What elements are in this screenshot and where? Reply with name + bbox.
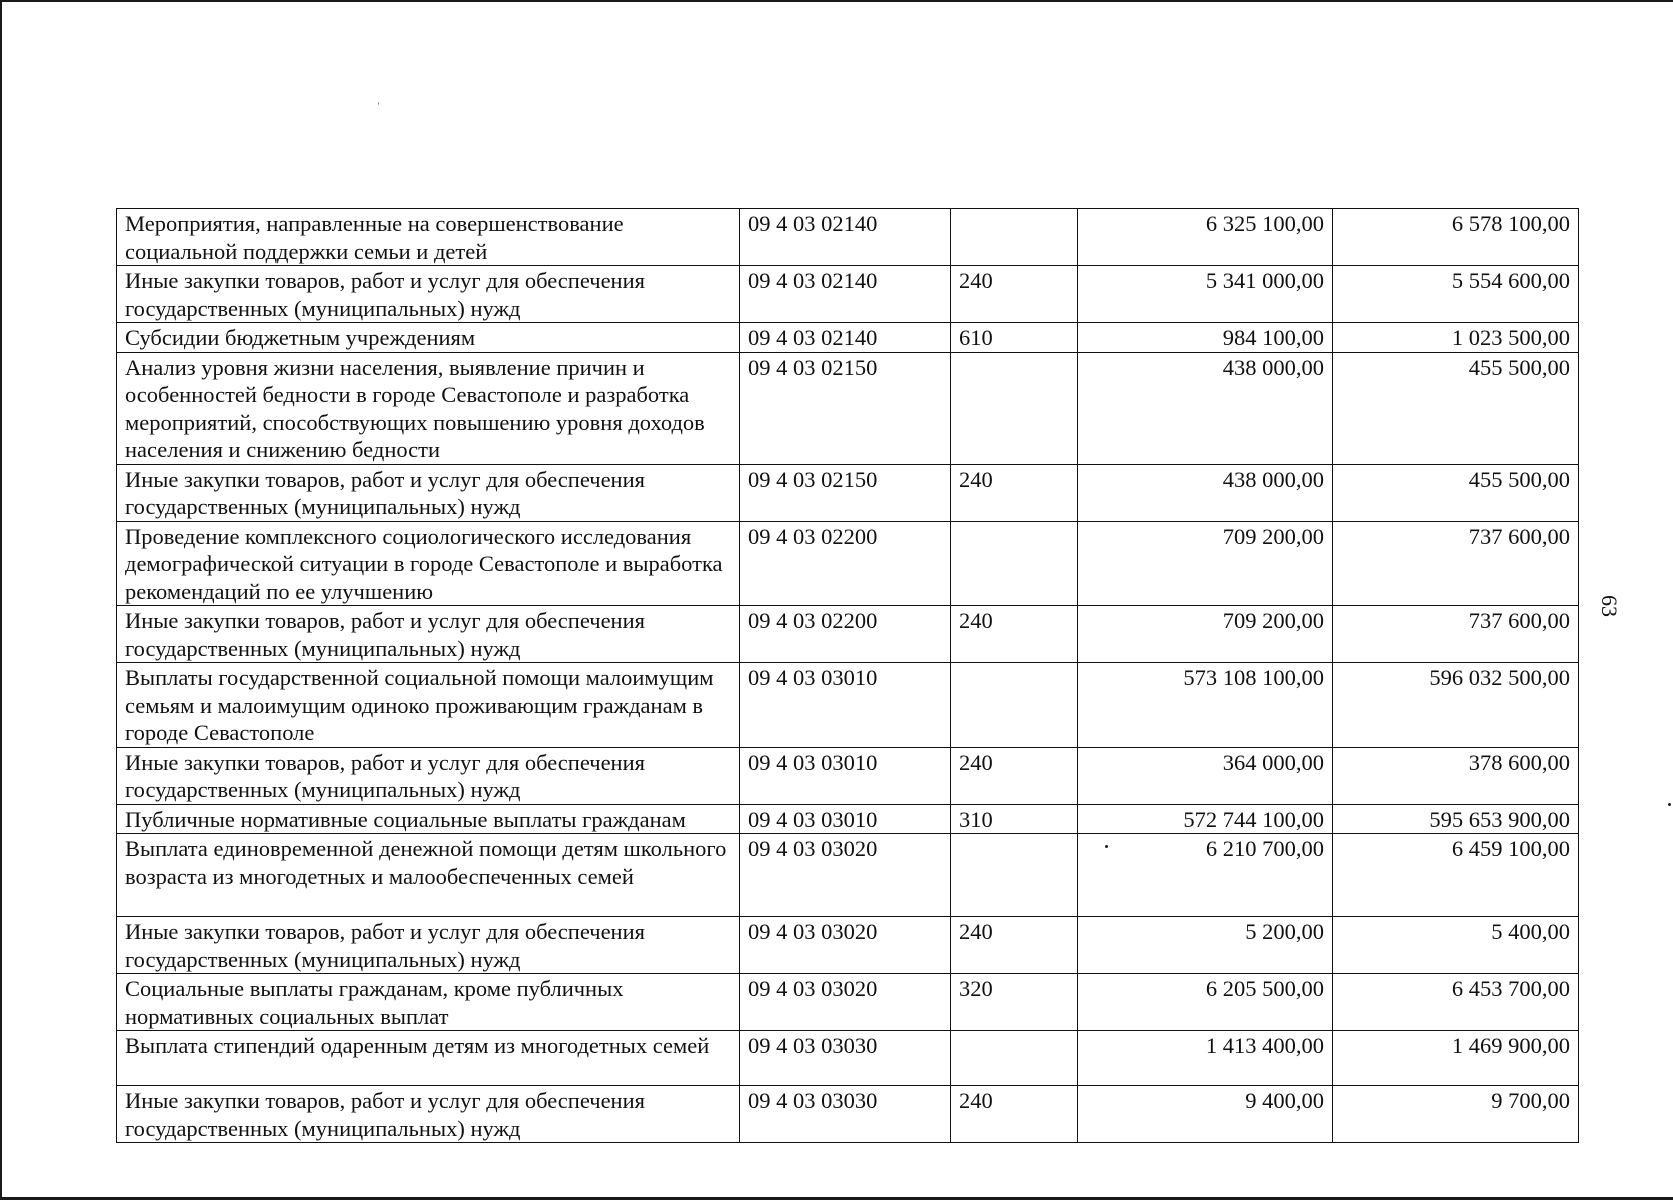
target-article-code: 09 4 03 03030 [740,1031,951,1086]
amount-year-2: 5 554 600,00 [1333,266,1579,323]
amount-year-1: 5 200,00 [1078,917,1333,974]
table-row [117,352,1579,464]
amount-year-2: 378 600,00 [1333,747,1579,804]
expense-item-name: Анализ уровня жизни населения, выявление причин и особенностей бедности в городе Севастополе и разработка мероприятий, способствующих повышению уровня доходов населения и снижению бедности [117,352,740,464]
expense-item-name: Иные закупки товаров, работ и услуг для обеспечения государственных (муниципальных) нужд [117,917,740,974]
scan-border-top [0,0,1673,2]
target-article-code: 09 4 03 03020 [740,834,951,917]
expense-item-name: Иные закупки товаров, работ и услуг для обеспечения государственных (муниципальных) нужд [117,266,740,323]
expense-type-code: 240 [951,606,1078,663]
expense-type-code [951,663,1078,748]
expense-type-code [951,834,1078,917]
target-article-code: 09 4 03 03020 [740,917,951,974]
table-row [117,663,1579,748]
amount-year-1: 364 000,00 [1078,747,1333,804]
expense-item-name: Выплата стипендий одаренным детям из многодетных семей [117,1031,740,1086]
budget-table-body [117,209,1579,1143]
target-article-code: 09 4 03 02200 [740,606,951,663]
table-row [117,266,1579,323]
table-row [117,917,1579,974]
expense-item-name: Иные закупки товаров, работ и услуг для обеспечения государственных (муниципальных) нужд [117,1086,740,1143]
target-article-code: 09 4 03 03020 [740,974,951,1031]
target-article-code: 09 4 03 03030 [740,1086,951,1143]
expense-type-code [951,521,1078,606]
amount-year-1: 9 400,00 [1078,1086,1333,1143]
amount-year-2: 6 578 100,00 [1333,209,1579,266]
table-row [117,606,1579,663]
amount-year-1: 6 205 500,00 [1078,974,1333,1031]
amount-year-1: 572 744 100,00 [1078,804,1333,834]
amount-year-2: 6 459 100,00 [1333,834,1579,917]
expense-item-name: Иные закупки товаров, работ и услуг для обеспечения государственных (муниципальных) нужд [117,464,740,521]
amount-year-1: 438 000,00 [1078,464,1333,521]
amount-year-1: 5 341 000,00 [1078,266,1333,323]
expense-item-name: Иные закупки товаров, работ и услуг для обеспечения государственных (муниципальных) нужд [117,747,740,804]
amount-year-2: 595 653 900,00 [1333,804,1579,834]
target-article-code: 09 4 03 02140 [740,266,951,323]
amount-year-2: 737 600,00 [1333,606,1579,663]
table-row [117,1031,1579,1086]
table-row [117,747,1579,804]
table-row [117,974,1579,1031]
expense-type-code: 240 [951,1086,1078,1143]
table-row [117,804,1579,834]
scan-speck [378,102,379,105]
page-number: 63 [1597,595,1622,617]
target-article-code: 09 4 03 03010 [740,663,951,748]
amount-year-2: 5 400,00 [1333,917,1579,974]
expense-item-name: Публичные нормативные социальные выплаты гражданам [117,804,740,834]
amount-year-2: 6 453 700,00 [1333,974,1579,1031]
expense-type-code: 320 [951,974,1078,1031]
expense-type-code [951,352,1078,464]
table-row [117,209,1579,266]
amount-year-1: 6 210 700,00 [1078,834,1333,917]
expense-item-name: Социальные выплаты гражданам, кроме публичных нормативных социальных выплат [117,974,740,1031]
amount-year-2: 737 600,00 [1333,521,1579,606]
expense-item-name: Мероприятия, направленные на совершенствование социальной поддержки семьи и детей [117,209,740,266]
expense-type-code: 610 [951,323,1078,353]
table-row [117,1086,1579,1143]
target-article-code: 09 4 03 03010 [740,804,951,834]
target-article-code: 09 4 03 02200 [740,521,951,606]
table-row [117,464,1579,521]
amount-year-2: 1 469 900,00 [1333,1031,1579,1086]
table-row [117,323,1579,353]
expense-type-code: 240 [951,917,1078,974]
amount-year-2: 1 023 500,00 [1333,323,1579,353]
target-article-code: 09 4 03 03010 [740,747,951,804]
expense-item-name: Проведение комплексного социологического исследования демографической ситуации в городе Севастополе и выработка рекомендаций по ее улучшению [117,521,740,606]
amount-year-1: 984 100,00 [1078,323,1333,353]
amount-year-1: 1 413 400,00 [1078,1031,1333,1086]
amount-year-2: 9 700,00 [1333,1086,1579,1143]
expense-type-code [951,1031,1078,1086]
amount-year-2: 596 032 500,00 [1333,663,1579,748]
table-row [117,834,1579,917]
scan-border-left [0,0,2,1200]
target-article-code: 09 4 03 02150 [740,352,951,464]
expense-type-code: 240 [951,266,1078,323]
expense-item-name: Выплаты государственной социальной помощи малоимущим семьям и малоимущим одиноко проживающим гражданам в городе Севастополе [117,663,740,748]
expense-type-code: 240 [951,464,1078,521]
target-article-code: 09 4 03 02150 [740,464,951,521]
expense-type-code: 240 [951,747,1078,804]
expense-type-code: 310 [951,804,1078,834]
expense-item-name: Выплата единовременной денежной помощи детям школьного возраста из многодетных и малообеспеченных семей [117,834,740,917]
scan-speck [1668,803,1671,806]
budget-table [116,208,1579,1143]
amount-year-1: 709 200,00 [1078,606,1333,663]
expense-item-name: Иные закупки товаров, работ и услуг для обеспечения государственных (муниципальных) нужд [117,606,740,663]
amount-year-1: 6 325 100,00 [1078,209,1333,266]
table-row [117,521,1579,606]
amount-year-1: 573 108 100,00 [1078,663,1333,748]
target-article-code: 09 4 03 02140 [740,323,951,353]
amount-year-1: 438 000,00 [1078,352,1333,464]
expense-type-code [951,209,1078,266]
amount-year-2: 455 500,00 [1333,464,1579,521]
amount-year-2: 455 500,00 [1333,352,1579,464]
target-article-code: 09 4 03 02140 [740,209,951,266]
amount-year-1: 709 200,00 [1078,521,1333,606]
expense-item-name: Субсидии бюджетным учреждениям [117,323,740,353]
